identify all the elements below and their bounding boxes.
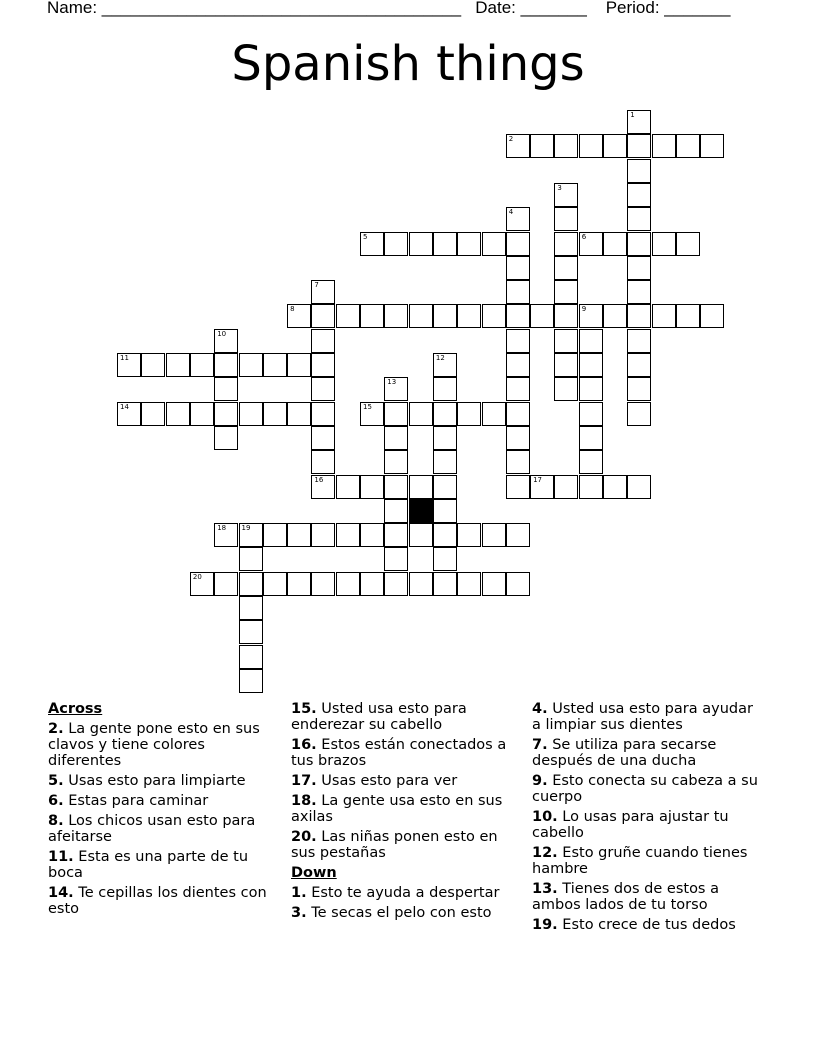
grid-cell[interactable]: [627, 475, 651, 499]
grid-cell[interactable]: [433, 572, 457, 596]
grid-cell[interactable]: [530, 475, 554, 499]
grid-cell[interactable]: [700, 304, 724, 328]
grid-cell[interactable]: [239, 645, 263, 669]
grid-cell[interactable]: [579, 377, 603, 401]
grid-cell[interactable]: [409, 475, 433, 499]
grid-cell[interactable]: [676, 304, 700, 328]
clue-number-label: 12.: [532, 845, 558, 861]
clue-text: Usas esto para limpiarte: [63, 773, 246, 789]
clue-number-label: 16.: [291, 737, 317, 753]
clue-number-label: 20.: [291, 829, 317, 845]
grid-cell[interactable]: [554, 256, 578, 280]
grid-cell[interactable]: [287, 572, 311, 596]
grid-cell[interactable]: [287, 304, 311, 328]
grid-cell[interactable]: [117, 402, 141, 426]
clue-number-label: 10.: [532, 809, 558, 825]
clue-number: 10: [217, 329, 227, 338]
across-clue: [48, 849, 280, 881]
page-title: Spanish things: [231, 36, 585, 92]
clue-number: 11: [120, 354, 129, 362]
grid-cell[interactable]: [384, 572, 408, 596]
down-clue: [532, 881, 764, 913]
grid-cell[interactable]: [506, 280, 530, 304]
grid-cell[interactable]: [433, 450, 457, 474]
clue-number: 1: [630, 111, 635, 119]
grid-cell[interactable]: [336, 572, 360, 596]
grid-cell[interactable]: [579, 329, 603, 353]
grid-cell[interactable]: [311, 523, 335, 547]
grid-cell[interactable]: [239, 669, 263, 693]
clue-number-label: 7.: [532, 737, 548, 753]
grid-cell[interactable]: [530, 304, 554, 328]
grid-cell[interactable]: [676, 134, 700, 158]
grid-cell[interactable]: [141, 353, 165, 377]
grid-cell[interactable]: [287, 523, 311, 547]
across-heading: Across: [48, 701, 103, 717]
grid-cell[interactable]: [457, 523, 481, 547]
grid-cell[interactable]: [579, 232, 603, 256]
grid-cell[interactable]: [336, 475, 360, 499]
grid-cell[interactable]: [311, 475, 335, 499]
grid-cell[interactable]: [409, 232, 433, 256]
clue-number-label: 17.: [291, 773, 317, 789]
grid-cell[interactable]: [117, 353, 141, 377]
grid-cell[interactable]: [433, 377, 457, 401]
down-heading: Down: [291, 865, 337, 881]
grid-cell[interactable]: [627, 134, 651, 158]
grid-cell[interactable]: [141, 402, 165, 426]
down-clue: [532, 845, 764, 877]
grid-cell[interactable]: [239, 596, 263, 620]
grid-cell[interactable]: [457, 402, 481, 426]
grid-cell[interactable]: [239, 523, 263, 547]
grid-cell[interactable]: [433, 523, 457, 547]
grid-cell[interactable]: [263, 572, 287, 596]
grid-cell[interactable]: [360, 304, 384, 328]
grid-cell[interactable]: [409, 304, 433, 328]
grid-cell[interactable]: [166, 353, 190, 377]
clue-text: Esta es una parte de tu boca: [48, 849, 249, 881]
grid-cell[interactable]: [506, 475, 530, 499]
grid-cell[interactable]: [603, 304, 627, 328]
grid-cell[interactable]: [579, 353, 603, 377]
grid-cell[interactable]: [384, 304, 408, 328]
clue-number: 3: [557, 183, 562, 192]
grid-cell[interactable]: [554, 280, 578, 304]
clue-text: Usted usa esto para ayudar a limpiar sus dientes: [532, 701, 753, 733]
grid-cell[interactable]: [311, 572, 335, 596]
grid-cell[interactable]: [482, 572, 506, 596]
grid-cell[interactable]: [214, 329, 238, 353]
clues-column-3: [532, 701, 764, 937]
grid-cell[interactable]: [336, 523, 360, 547]
across-clue: [48, 813, 280, 845]
grid-cell[interactable]: [506, 377, 530, 401]
clue-number-label: 11.: [48, 849, 74, 865]
clue-text: Estos están conectados a tus brazos: [291, 737, 507, 769]
grid-cell[interactable]: [506, 232, 530, 256]
grid-cell[interactable]: [506, 353, 530, 377]
down-clue: [532, 917, 764, 933]
clue-text: Te secas el pelo con esto: [306, 905, 492, 921]
clue-number: 5: [363, 232, 368, 241]
grid-cell[interactable]: [554, 353, 578, 377]
clue-number: 17: [533, 475, 543, 484]
grid-cell[interactable]: [433, 475, 457, 499]
clue-number-label: 18.: [291, 793, 317, 809]
grid-cell[interactable]: [384, 232, 408, 256]
clue-text: Usas esto para ver: [316, 773, 458, 789]
clue-number-label: 9.: [532, 773, 548, 789]
grid-cell[interactable]: [287, 402, 311, 426]
clues-column-2: [291, 701, 523, 925]
clue-number-label: 8.: [48, 813, 64, 829]
grid-cell[interactable]: [239, 547, 263, 571]
grid-cell[interactable]: [409, 402, 433, 426]
grid-cell[interactable]: [506, 523, 530, 547]
grid-cell[interactable]: [239, 572, 263, 596]
clue-number: 7: [314, 281, 319, 290]
name-field-label: Name: ______________________________________: [47, 0, 462, 17]
grid-cell[interactable]: [311, 377, 335, 401]
grid-cell[interactable]: [457, 572, 481, 596]
grid-cell[interactable]: [263, 402, 287, 426]
grid-cell[interactable]: [433, 232, 457, 256]
clue-text: Esto crece de tus dedos: [557, 917, 736, 933]
clue-text: Tienes dos de estos a ambos lados de tu torso: [532, 881, 719, 913]
clue-text: Lo usas para ajustar tu cabello: [532, 809, 729, 841]
black-square: [409, 499, 433, 523]
grid-cell[interactable]: [384, 402, 408, 426]
grid-cell[interactable]: [554, 232, 578, 256]
grid-cell[interactable]: [603, 232, 627, 256]
grid-cell[interactable]: [627, 110, 651, 134]
grid-cell[interactable]: [384, 499, 408, 523]
grid-cell[interactable]: [579, 450, 603, 474]
grid-cell[interactable]: [603, 475, 627, 499]
grid-cell[interactable]: [311, 353, 335, 377]
grid-cell[interactable]: [506, 134, 530, 158]
down-clue: [291, 885, 523, 901]
down-clue: [532, 809, 764, 841]
grid-cell[interactable]: [482, 232, 506, 256]
grid-cell[interactable]: [506, 572, 530, 596]
clue-number: 12: [435, 354, 445, 362]
date-field-label: Date: _______: [475, 0, 587, 17]
across-clue: [291, 793, 523, 825]
grid-cell[interactable]: [214, 377, 238, 401]
down-clue: [532, 773, 764, 805]
clue-number: 8: [290, 305, 295, 314]
grid-cell[interactable]: [506, 402, 530, 426]
grid-cell[interactable]: [457, 232, 481, 256]
across-clue: [291, 737, 523, 769]
grid-cell[interactable]: [700, 134, 724, 158]
grid-cell[interactable]: [239, 620, 263, 644]
grid-cell[interactable]: [360, 572, 384, 596]
clue-number-label: 14.: [48, 885, 74, 901]
clue-number: 16: [314, 475, 324, 484]
grid-cell[interactable]: [627, 280, 651, 304]
grid-cell[interactable]: [554, 329, 578, 353]
grid-cell[interactable]: [214, 353, 238, 377]
grid-cell[interactable]: [579, 304, 603, 328]
clue-text: Se utiliza para secarse después de una ducha: [532, 737, 717, 769]
grid-cell[interactable]: [409, 572, 433, 596]
grid-cell[interactable]: [506, 426, 530, 450]
grid-cell[interactable]: [506, 207, 530, 231]
clue-number-label: 6.: [48, 793, 64, 809]
grid-cell[interactable]: [263, 523, 287, 547]
grid-cell[interactable]: [506, 450, 530, 474]
clue-number: 20: [192, 572, 202, 581]
grid-cell[interactable]: [384, 475, 408, 499]
grid-cell[interactable]: [530, 134, 554, 158]
grid-cell[interactable]: [433, 304, 457, 328]
grid-cell[interactable]: [433, 402, 457, 426]
grid-cell[interactable]: [311, 402, 335, 426]
grid-cell[interactable]: [554, 207, 578, 231]
grid-cell[interactable]: [214, 426, 238, 450]
grid-cell[interactable]: [627, 353, 651, 377]
grid-cell[interactable]: [579, 402, 603, 426]
grid-cell[interactable]: [627, 159, 651, 183]
grid-cell[interactable]: [652, 134, 676, 158]
clue-number: 14: [120, 402, 129, 411]
grid-cell[interactable]: [360, 402, 384, 426]
grid-cell[interactable]: [433, 547, 457, 571]
clue-text: Te cepillas los dientes con esto: [48, 885, 267, 917]
grid-cell[interactable]: [433, 499, 457, 523]
clue-number-label: 4.: [532, 701, 548, 717]
clue-number: 13: [387, 378, 397, 387]
across-clue: [48, 721, 280, 769]
clue-number: 6: [581, 232, 587, 241]
grid-cell[interactable]: [311, 280, 335, 304]
grid-cell[interactable]: [384, 377, 408, 401]
clue-number: 15: [363, 402, 372, 411]
clue-number-label: 15.: [291, 701, 317, 717]
grid-cell[interactable]: [311, 450, 335, 474]
clue-text: Usted usa esto para enderezar su cabello: [291, 701, 467, 733]
grid-cell[interactable]: [652, 304, 676, 328]
clue-number: 2: [508, 135, 514, 144]
across-clue: [291, 829, 523, 861]
grid-cell[interactable]: [360, 232, 384, 256]
grid-cell[interactable]: [652, 232, 676, 256]
grid-cell[interactable]: [482, 523, 506, 547]
grid-cell[interactable]: [409, 523, 433, 547]
grid-cell[interactable]: [336, 304, 360, 328]
clue-number-label: 5.: [48, 773, 64, 789]
grid-cell[interactable]: [360, 475, 384, 499]
clue-number-label: 19.: [532, 917, 558, 933]
grid-cell[interactable]: [627, 304, 651, 328]
grid-cell[interactable]: [190, 353, 214, 377]
grid-cell[interactable]: [360, 523, 384, 547]
grid-cell[interactable]: [433, 353, 457, 377]
grid-cell[interactable]: [263, 353, 287, 377]
clue-number: 4: [508, 208, 514, 217]
grid-cell[interactable]: [457, 304, 481, 328]
across-clue: [291, 773, 523, 789]
clue-text: La gente usa esto en sus axilas: [291, 793, 503, 825]
grid-cell[interactable]: [433, 426, 457, 450]
grid-cell[interactable]: [311, 329, 335, 353]
grid-cell[interactable]: [166, 402, 190, 426]
clues-column-1: [48, 701, 280, 921]
grid-cell[interactable]: [482, 304, 506, 328]
grid-cell[interactable]: [554, 377, 578, 401]
grid-cell[interactable]: [311, 426, 335, 450]
grid-cell[interactable]: [214, 572, 238, 596]
clue-number-label: 2.: [48, 721, 64, 737]
across-clue: [291, 701, 523, 733]
clue-number-label: 3.: [291, 905, 307, 921]
grid-cell[interactable]: [627, 183, 651, 207]
grid-cell[interactable]: [627, 256, 651, 280]
clue-text: Estas para caminar: [63, 793, 209, 809]
grid-cell[interactable]: [384, 523, 408, 547]
grid-cell[interactable]: [627, 207, 651, 231]
grid-cell[interactable]: [627, 377, 651, 401]
clue-number: 19: [241, 524, 251, 533]
grid-cell[interactable]: [506, 329, 530, 353]
down-clue: [532, 737, 764, 769]
grid-cell[interactable]: [239, 353, 263, 377]
grid-cell[interactable]: [384, 426, 408, 450]
grid-cell[interactable]: [190, 402, 214, 426]
clue-text: Esto conecta su cabeza a su cuerpo: [532, 773, 758, 805]
grid-cell[interactable]: [554, 134, 578, 158]
grid-cell[interactable]: [579, 426, 603, 450]
grid-cell[interactable]: [554, 475, 578, 499]
clue-number: 18: [217, 524, 227, 533]
grid-cell[interactable]: [482, 402, 506, 426]
grid-cell[interactable]: [676, 232, 700, 256]
grid-cell[interactable]: [506, 256, 530, 280]
grid-cell[interactable]: [287, 353, 311, 377]
clue-number-label: 1.: [291, 885, 307, 901]
clue-text: Las niñas ponen esto en sus pestañas: [291, 829, 498, 861]
grid-cell[interactable]: [627, 329, 651, 353]
grid-cell[interactable]: [579, 475, 603, 499]
grid-cell[interactable]: [311, 304, 335, 328]
grid-cell[interactable]: [554, 183, 578, 207]
period-field-label: Period: _______: [605, 0, 731, 17]
down-clue: [291, 905, 523, 921]
clue-number: 9: [581, 305, 587, 314]
across-clue: [48, 885, 280, 917]
grid-cell[interactable]: [190, 572, 214, 596]
down-clue: [532, 701, 764, 733]
clue-text: Los chicos usan esto para afeitarse: [48, 813, 256, 845]
grid-cell[interactable]: [384, 547, 408, 571]
grid-cell[interactable]: [554, 304, 578, 328]
grid-cell[interactable]: [214, 402, 238, 426]
clue-text: Esto te ayuda a despertar: [306, 885, 500, 901]
across-clue: [48, 793, 280, 809]
grid-cell[interactable]: [214, 523, 238, 547]
grid-cell[interactable]: [239, 402, 263, 426]
grid-cell[interactable]: [603, 134, 627, 158]
grid-cell[interactable]: [384, 450, 408, 474]
grid-cell[interactable]: [627, 402, 651, 426]
across-clue: [48, 773, 280, 789]
clue-text: La gente pone esto en sus clavos y tiene colores diferentes: [48, 721, 260, 769]
grid-cell[interactable]: [627, 232, 651, 256]
clue-text: Esto gruñe cuando tienes hambre: [532, 845, 748, 877]
grid-cell[interactable]: [579, 134, 603, 158]
grid-cell[interactable]: [506, 304, 530, 328]
clue-number-label: 13.: [532, 881, 558, 897]
